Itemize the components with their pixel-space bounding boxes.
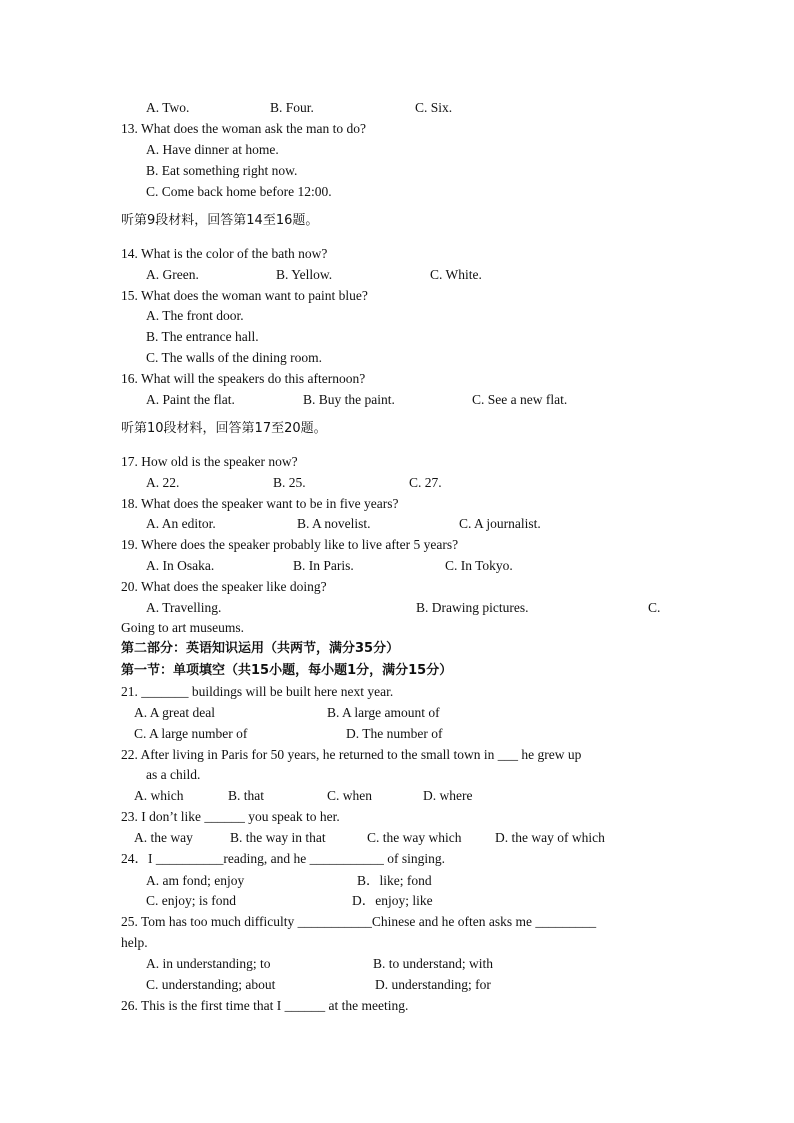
q20-option-b: B. Drawing pictures.	[416, 600, 529, 615]
q14-option-c: C. White.	[430, 267, 482, 282]
q23-option-b: B. the way in that	[230, 830, 326, 845]
q22-option-d: D. where	[423, 788, 473, 803]
part-2-heading: 第二部分：英语知识运用（共两节，满分35分）	[121, 641, 400, 656]
q18-option-b: B. A novelist.	[297, 516, 371, 531]
q23-option-d: D. the way of which	[495, 830, 605, 845]
q23-option-a: A. the way	[134, 830, 193, 845]
q21-option-d: D. The number of	[346, 726, 443, 741]
q17-stem: 17. How old is the speaker now?	[121, 454, 298, 469]
q19-stem: 19. Where does the speaker probably like to live after 5 years?	[121, 537, 459, 552]
q25-option-a: A. in understanding; to	[146, 956, 271, 971]
q15-stem: 15. What does the woman want to paint blue?	[121, 288, 368, 303]
q18-option-c: C. A journalist.	[459, 516, 541, 531]
q24-option-b: B．like; fond	[357, 873, 432, 888]
q12-option-b: B. Four.	[270, 100, 314, 115]
section-10-heading: 听第10段材料，回答第17至20题。	[121, 421, 327, 436]
q25-option-c: C. understanding; about	[146, 977, 276, 992]
section-1-heading: 第一节：单项填空（共15小题，每小题1分，满分15分）	[121, 663, 453, 678]
q17-option-b: B. 25.	[273, 475, 306, 490]
q15-option-a: A. The front door.	[146, 308, 244, 323]
q12-option-a: A. Two.	[146, 100, 190, 115]
q13-option-a: A. Have dinner at home.	[146, 142, 279, 157]
q23-option-c: C. the way which	[367, 830, 462, 845]
q25-option-d: D. understanding; for	[375, 977, 491, 992]
q23-stem: 23. I don’t like ______ you speak to her.	[121, 809, 340, 824]
q20-stem: 20. What does the speaker like doing?	[121, 579, 327, 594]
q12-option-c: C. Six.	[415, 100, 453, 115]
q24-stem: 24．I __________reading, and he ___________ of singing.	[121, 851, 445, 866]
q25-stem: 25. Tom has too much difficulty ___________Chinese and he often asks me _________	[121, 914, 597, 929]
q21-stem: 21. _______ buildings will be built here next year.	[121, 684, 394, 699]
q22-stem-continued: as a child.	[146, 767, 201, 782]
q24-option-c: C. enjoy; is fond	[146, 893, 236, 908]
section-9-heading: 听第9段材料，回答第14至16题。	[121, 213, 319, 228]
q22-option-c: C. when	[327, 788, 372, 803]
q18-option-a: A. An editor.	[146, 516, 216, 531]
q16-option-a: A. Paint the flat.	[146, 392, 235, 407]
q13-stem: 13. What does the woman ask the man to do?	[121, 121, 366, 136]
q24-option-d: D．enjoy; like	[352, 893, 433, 908]
q13-option-b: B. Eat something right now.	[146, 163, 298, 178]
q22-stem: 22. After living in Paris for 50 years, he returned to the small town in ___ he grew up	[121, 747, 582, 762]
q21-option-a: A. A great deal	[134, 705, 215, 720]
q25-stem-continued: help.	[121, 935, 148, 950]
q19-option-b: B. In Paris.	[293, 558, 354, 573]
q21-option-c: C. A large number of	[134, 726, 248, 741]
q15-option-b: B. The entrance hall.	[146, 329, 259, 344]
q16-stem: 16. What will the speakers do this afternoon?	[121, 371, 366, 386]
q19-option-c: C. In Tokyo.	[445, 558, 513, 573]
q17-option-c: C. 27.	[409, 475, 442, 490]
q20-option-c: C.	[648, 600, 661, 615]
q14-option-a: A. Green.	[146, 267, 199, 282]
q14-stem: 14. What is the color of the bath now?	[121, 246, 328, 261]
q20-option-c-text: Going to art museums.	[121, 620, 244, 635]
q13-option-c: C. Come back home before 12:00.	[146, 184, 332, 199]
q21-option-b: B. A large amount of	[327, 705, 440, 720]
q17-option-a: A. 22.	[146, 475, 180, 490]
q20-option-a: A. Travelling.	[146, 600, 222, 615]
q15-option-c: C. The walls of the dining room.	[146, 350, 322, 365]
q26-stem: 26. This is the first time that I ______ at the meeting.	[121, 998, 409, 1013]
q14-option-b: B. Yellow.	[276, 267, 333, 282]
q25-option-b: B. to understand; with	[373, 956, 493, 971]
q16-option-b: B. Buy the paint.	[303, 392, 395, 407]
q18-stem: 18. What does the speaker want to be in five years?	[121, 496, 399, 511]
q22-option-b: B. that	[228, 788, 264, 803]
q24-option-a: A. am fond; enjoy	[146, 873, 245, 888]
q22-option-a: A. which	[134, 788, 184, 803]
q16-option-c: C. See a new flat.	[472, 392, 568, 407]
q19-option-a: A. In Osaka.	[146, 558, 215, 573]
